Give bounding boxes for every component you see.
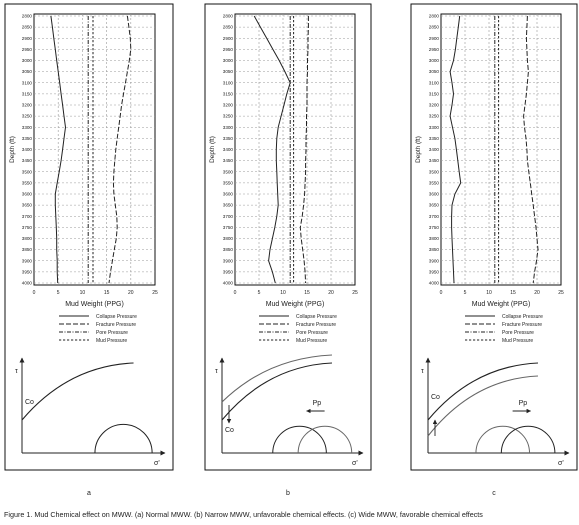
depth-tick-label: 3750: [222, 224, 233, 230]
depth-tick-label: 2800: [428, 13, 439, 19]
depth-tick-label: 3450: [222, 158, 233, 164]
depth-tick-label: 2950: [428, 46, 439, 52]
mohr-circle: [273, 426, 327, 453]
depth-tick-label: 3750: [428, 224, 439, 230]
legend-label: Pore Pressure: [296, 329, 328, 336]
x-tick-label: 10: [280, 290, 286, 296]
depth-tick-label: 3400: [428, 147, 439, 153]
mohr-sigma-label: σ': [154, 460, 160, 467]
mohr-circle: [95, 424, 152, 453]
panel-letter: b: [286, 490, 290, 497]
depth-tick-label: 3350: [21, 135, 32, 141]
depth-tick-label: 3050: [222, 69, 233, 75]
depth-tick-label: 3300: [222, 124, 233, 130]
legend-label: Collapse Pressure: [96, 313, 137, 320]
mohr-envelope-outer: [222, 355, 332, 402]
depth-tick-label: 3050: [428, 69, 439, 75]
depth-tick-label: 3200: [21, 102, 32, 108]
mohr-tau-label: τ: [15, 368, 18, 375]
depth-tick-label: 3900: [21, 258, 32, 264]
x-tick-label: 25: [352, 290, 358, 296]
mohr-co-label: Co: [25, 399, 34, 406]
depth-tick-label: 3850: [222, 247, 233, 253]
depth-tick-label: 3400: [222, 147, 233, 153]
depth-tick-label: 4000: [222, 280, 233, 286]
mohr-sigma-label: σ': [558, 460, 564, 467]
y-axis-title: Depth (ft): [9, 136, 16, 163]
depth-tick-label: 3250: [428, 113, 439, 119]
x-tick-label: 25: [558, 290, 564, 296]
depth-tick-label: 2900: [222, 35, 233, 41]
depth-tick-label: 3150: [428, 91, 439, 97]
depth-tick-label: 3700: [222, 213, 233, 219]
depth-tick-label: 3450: [428, 158, 439, 164]
depth-tick-label: 3400: [21, 147, 32, 153]
depth-tick-label: 3000: [222, 58, 233, 64]
depth-tick-label: 3150: [222, 91, 233, 97]
depth-tick-label: 3300: [428, 124, 439, 130]
x-tick-label: 15: [103, 290, 110, 296]
mohr-co-label: Co: [225, 427, 234, 434]
x-tick-label: 5: [257, 290, 261, 296]
panel-b: [205, 4, 371, 497]
depth-tick-label: 3950: [428, 269, 439, 275]
depth-tick-label: 3950: [222, 269, 233, 275]
depth-tick-label: 3500: [21, 169, 32, 175]
legend-label: Fracture Pressure: [96, 321, 137, 328]
depth-tick-label: 4000: [428, 280, 439, 286]
legend-label: Collapse Pressure: [502, 313, 543, 320]
depth-tick-label: 3600: [21, 191, 32, 197]
depth-tick-label: 3150: [21, 91, 32, 97]
depth-tick-label: 3850: [21, 247, 32, 253]
depth-tick-label: 3100: [222, 80, 233, 86]
x-tick-label: 10: [486, 290, 492, 296]
depth-tick-label: 3900: [428, 258, 439, 264]
legend-label: Collapse Pressure: [296, 313, 337, 320]
legend-label: Mud Pressure: [296, 337, 328, 344]
depth-tick-label: 3750: [21, 224, 32, 230]
depth-tick-label: 2900: [428, 35, 439, 41]
x-tick-label: 5: [56, 290, 60, 296]
depth-tick-label: 2800: [222, 13, 233, 19]
depth-tick-label: 3700: [21, 213, 32, 219]
mohr-pp-label: Pp: [518, 400, 528, 407]
legend-label: Mud Pressure: [96, 337, 128, 344]
y-axis-title: Depth (ft): [209, 136, 216, 163]
depth-tick-label: 3850: [428, 247, 439, 253]
x-tick-label: 0: [233, 290, 237, 296]
depth-tick-label: 3450: [21, 158, 32, 164]
mohr-tau-label: τ: [421, 368, 424, 375]
depth-tick-label: 3650: [222, 202, 233, 208]
depth-tick-label: 3700: [428, 213, 439, 219]
depth-tick-label: 2950: [222, 46, 233, 52]
depth-tick-label: 3350: [428, 135, 439, 141]
depth-tick-label: 3950: [21, 269, 32, 275]
x-tick-label: 20: [128, 290, 134, 296]
x-tick-label: 5: [463, 290, 467, 296]
depth-tick-label: 2850: [222, 24, 233, 30]
depth-tick-label: 3550: [222, 180, 233, 186]
depth-tick-label: 3250: [21, 113, 32, 119]
x-tick-label: 20: [328, 290, 334, 296]
mohr-circle: [476, 426, 530, 453]
depth-tick-label: 3800: [222, 236, 233, 242]
mohr-circle: [298, 426, 352, 453]
legend-label: Pore Pressure: [96, 329, 128, 336]
mohr-sigma-label: σ': [352, 460, 358, 467]
depth-tick-label: 3350: [222, 135, 233, 141]
depth-tick-label: 2850: [21, 24, 32, 30]
mohr-pp-label: Pp: [312, 400, 322, 407]
depth-tick-label: 3100: [428, 80, 439, 86]
depth-tick-label: 3500: [428, 169, 439, 175]
x-tick-label: 0: [439, 290, 443, 296]
mohr-envelope-main: [22, 363, 134, 420]
x-axis-title: Mud Weight (PPG): [65, 301, 124, 308]
depth-tick-label: 3200: [428, 102, 439, 108]
depth-tick-label: 3550: [21, 180, 32, 186]
depth-tick-label: 3000: [21, 58, 32, 64]
depth-tick-label: 3550: [428, 180, 439, 186]
depth-tick-label: 3300: [21, 124, 32, 130]
depth-tick-label: 3050: [21, 69, 32, 75]
x-tick-label: 20: [534, 290, 540, 296]
panel-c: [411, 4, 577, 497]
depth-tick-label: 3200: [222, 102, 233, 108]
panel-a: [5, 4, 173, 497]
depth-tick-label: 2850: [428, 24, 439, 30]
mohr-circle: [501, 426, 555, 453]
x-tick-label: 15: [304, 290, 310, 296]
legend-label: Fracture Pressure: [296, 321, 337, 328]
y-axis-title: Depth (ft): [415, 136, 422, 163]
depth-tick-label: 3650: [21, 202, 32, 208]
depth-tick-label: 3650: [428, 202, 439, 208]
depth-tick-label: 3000: [428, 58, 439, 64]
x-tick-label: 15: [510, 290, 516, 296]
depth-tick-label: 3900: [222, 258, 233, 264]
x-axis-title: Mud Weight (PPG): [265, 301, 325, 308]
depth-tick-label: 2800: [21, 13, 32, 19]
depth-tick-label: 2950: [21, 46, 32, 52]
panel-letter: c: [492, 490, 496, 497]
depth-tick-label: 3100: [21, 80, 32, 86]
depth-tick-label: 2900: [21, 35, 32, 41]
x-axis-title: Mud Weight (PPG): [471, 301, 531, 308]
depth-tick-label: 3500: [222, 169, 233, 175]
depth-tick-label: 3600: [222, 191, 233, 197]
x-tick-label: 0: [32, 290, 36, 296]
x-tick-label: 25: [152, 290, 158, 296]
figure-caption: Figure 1. Mud Chemical effect on MWW. (a) Normal MWW. (b) Narrow MWW, unfavorable chemical effects. (c) Wide MWW, favorable chemical effects: [4, 510, 483, 519]
depth-tick-label: 3800: [428, 236, 439, 242]
depth-tick-label: 3250: [222, 113, 233, 119]
mohr-tau-label: τ: [215, 368, 218, 375]
legend-label: Fracture Pressure: [502, 321, 543, 328]
mohr-co-label: Co: [431, 394, 440, 401]
legend-label: Pore Pressure: [502, 329, 534, 336]
x-tick-label: 10: [79, 290, 86, 296]
legend-label: Mud Pressure: [502, 337, 534, 344]
depth-tick-label: 3800: [21, 236, 32, 242]
depth-tick-label: 3600: [428, 191, 439, 197]
depth-tick-label: 4000: [21, 280, 32, 286]
panel-letter: a: [87, 490, 91, 497]
